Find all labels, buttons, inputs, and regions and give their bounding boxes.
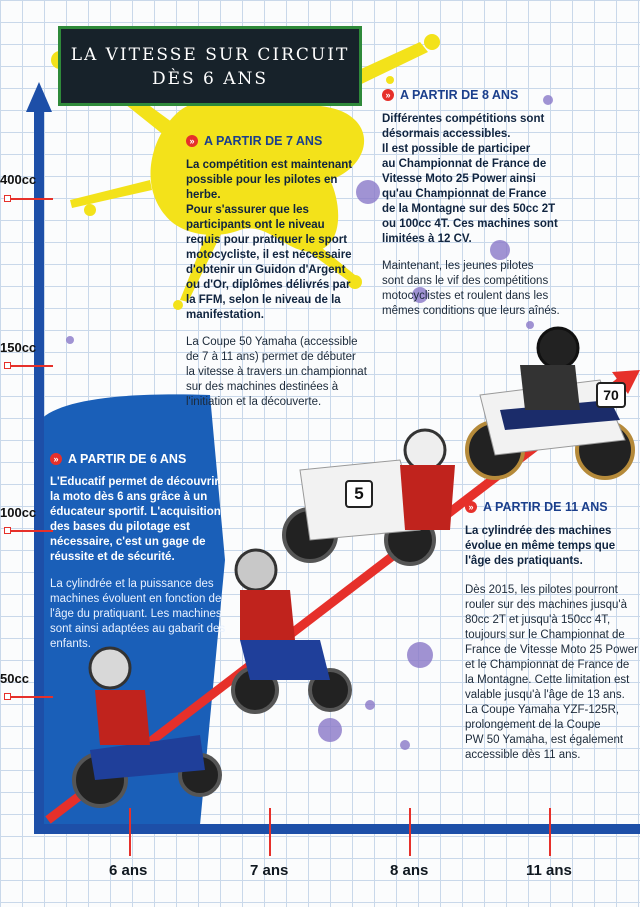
bike-7ans	[233, 550, 350, 712]
x-tick-6ans	[129, 808, 131, 856]
chevron-right-icon: »	[465, 501, 477, 513]
bike-number-70: 70	[596, 382, 626, 408]
section-age8-bold: Différentes compétitions sont désormais accessibles. Il est possible de participer au Championnat de France de Vitesse Moto 25 Power ainsi qu'au Championnat de France de la Montagne sur des 50cc 2T ou 100cc 4T. Ces machines sont limitées à 12 CV.	[382, 113, 558, 245]
chevron-right-icon: »	[382, 89, 394, 101]
section-age11-bold: La cylindrée des machines évolue en même temps que l'âge des pratiquants.	[465, 525, 616, 567]
chevron-right-icon: »	[186, 135, 198, 147]
section-age7-regular: La Coupe 50 Yamaha (accessible de 7 à 11 ans) permet de débuter la vitesse à travers un championnat sur des machines destinées à l'initiation et la découverte.	[186, 336, 367, 408]
section-age8	[382, 88, 572, 319]
page-title	[58, 26, 362, 106]
y-marker-400cc	[4, 195, 11, 202]
section-age6	[50, 452, 230, 652]
chevron-right-icon: »	[50, 453, 62, 465]
y-axis-line	[34, 110, 44, 830]
y-label-100cc: 100cc	[0, 505, 37, 520]
section-age8-heading: » A PARTIR DE 8 ANS	[382, 88, 572, 102]
y-label-50cc: 50cc	[0, 671, 29, 686]
section-age7-heading: » A PARTIR DE 7 ANS	[186, 134, 376, 148]
section-age6-bold: L'Educatif permet de découvrir la moto dès 6 ans grâce à un éducateur sportif. L'acquisition des bases du pilotage est nécessaire, c'est un gage de réussite et de sécurité.	[50, 476, 221, 563]
section-age11-heading: » A PARTIR DE 11 ANS	[465, 500, 640, 514]
y-tick-150cc	[11, 365, 53, 367]
section-age8-regular: Maintenant, les jeunes pilotes sont dans le vif des compétitions motocyclistes et roulent dans les mêmes conditions que leurs aînés.	[382, 260, 560, 317]
y-label-400cc: 400cc	[0, 172, 37, 187]
x-tick-8ans	[409, 808, 411, 856]
section-age7-bold: La compétition est maintenant possible pour les pilotes en herbe. Pour s'assurer que les participants ont le niveau requis pour pratiquer le sport motocycliste, il est nécessaire d'obtenir un Guidon d'Argent ou d'Or, diplômes délivrés par la FFM, selon le niveau de la manifestation.	[186, 159, 353, 321]
x-label-11ans: 11 ans	[526, 862, 572, 879]
section-age7	[186, 134, 376, 410]
x-label-7ans: 7 ans	[250, 862, 289, 879]
y-marker-100cc	[4, 527, 11, 534]
section-age11	[465, 500, 640, 763]
x-label-6ans: 6 ans	[109, 862, 148, 879]
y-marker-150cc	[4, 362, 11, 369]
y-marker-50cc	[4, 693, 11, 700]
section-age11-regular: Dès 2015, les pilotes pourront rouler sur des machines jusqu'à 80cc 2T et jusqu'à 150cc 4T, toujours sur le Championnat de France de Vitesse Moto 25 Power et le Championnat de France de la Montagne. Cette limitation est valable jusqu'à l'âge de 13 ans. La Coupe Yamaha YZF-125R, prolongement de la Coupe PW 50 Yamaha, est également accessible dès 11 ans.	[465, 584, 639, 761]
x-tick-11ans	[549, 808, 551, 856]
bike-number-5: 5	[345, 480, 373, 508]
section-age6-regular: La cylindrée et la puissance des machines évoluent en fonction de l'âge du pratiquant. Les machines sont ainsi adaptées au gabarit des enfants.	[50, 578, 226, 650]
y-tick-100cc	[11, 530, 53, 532]
x-label-8ans: 8 ans	[390, 862, 429, 879]
x-tick-7ans	[269, 808, 271, 856]
y-tick-400cc	[11, 198, 53, 200]
section-age6-heading: » A PARTIR DE 6 ANS	[50, 452, 230, 466]
title-line-1: LA VITESSE SUR CIRCUIT	[70, 45, 350, 65]
y-tick-50cc	[11, 696, 53, 698]
y-axis-arrow	[26, 82, 52, 112]
title-line-2: DÈS 6 ANS	[151, 69, 269, 89]
y-label-150cc: 150cc	[0, 340, 37, 355]
